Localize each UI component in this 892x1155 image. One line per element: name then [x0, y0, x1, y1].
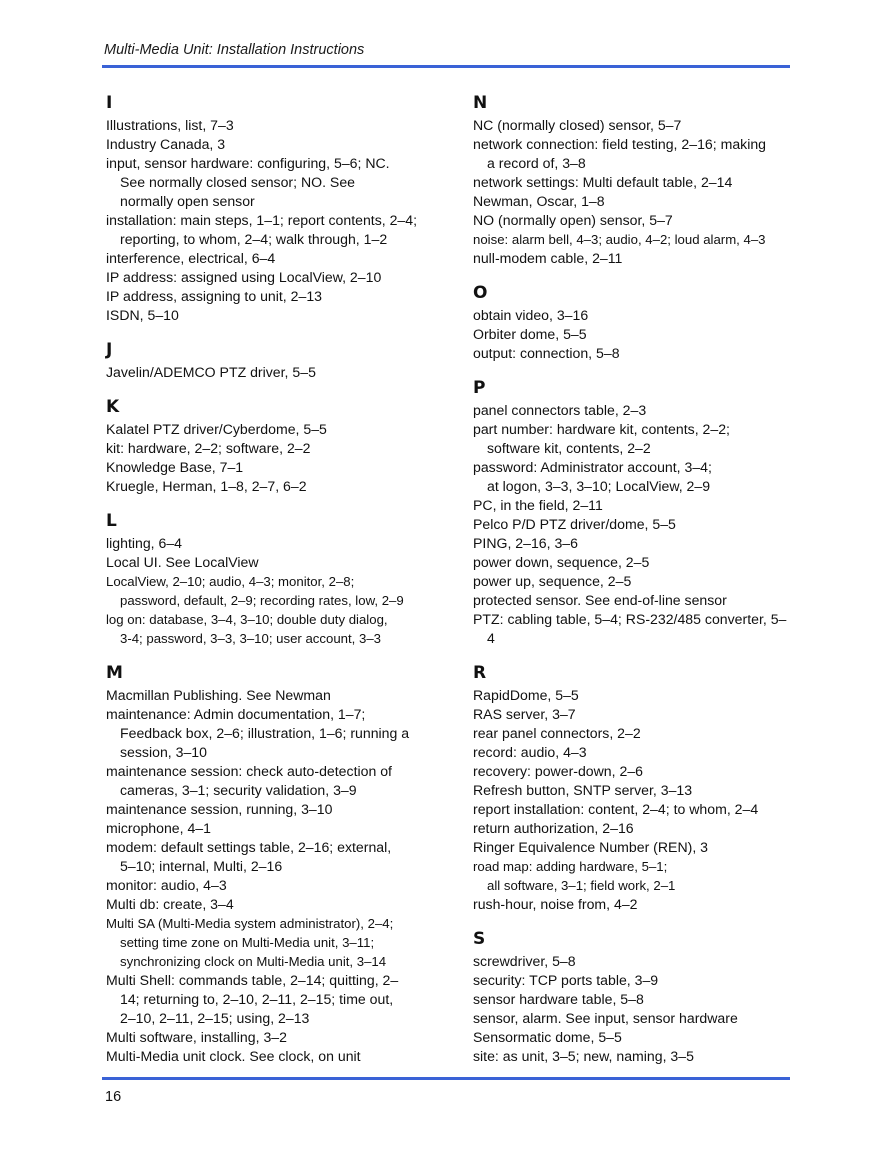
index-entry: Kalatel PTZ driver/Cyberdome, 5–5: [106, 421, 327, 437]
index-entry: NC (normally closed) sensor, 5–7: [473, 117, 682, 133]
index-entry: Multi software, installing, 3–2: [106, 1029, 287, 1045]
index-entry: panel connectors table, 2–3: [473, 402, 647, 418]
index-entry: maintenance session: check auto-detection of cameras, 3–1; security validation, 3–9: [106, 763, 392, 798]
index-entry: Local UI. See LocalView: [106, 554, 259, 570]
index-section-j: [106, 339, 436, 382]
index-section-i: [106, 92, 436, 325]
index-entry: interference, electrical, 6–4: [106, 250, 276, 266]
index-column-right: [473, 92, 791, 1080]
index-section-o: [473, 282, 791, 363]
index-section-m: [106, 662, 436, 1066]
index-entry: Knowledge Base, 7–1: [106, 459, 244, 475]
index-entry: modem: default settings table, 2–16; external, 5–10; internal, Multi, 2–16: [106, 839, 392, 874]
running-header-title: Multi-Media Unit: Installation Instructions: [104, 42, 365, 58]
index-entry: null-modem cable, 2–11: [473, 250, 623, 266]
index-entry: Ringer Equivalence Number (REN), 3: [473, 839, 708, 855]
index-section-p: [473, 377, 791, 648]
index-entry: Orbiter dome, 5–5: [473, 326, 587, 342]
index-entry: part number: hardware kit, contents, 2–2; software kit, contents, 2–2: [473, 421, 730, 456]
index-entry: rush-hour, noise from, 4–2: [473, 896, 638, 912]
index-entry: Multi-Media unit clock. See clock, on unit: [106, 1048, 361, 1064]
index-entry: Sensormatic dome, 5–5: [473, 1029, 622, 1045]
index-entry: record: audio, 4–3: [473, 744, 587, 760]
index-entry: network connection: field testing, 2–16; making a record of, 3–8: [473, 136, 767, 171]
index-entry: power up, sequence, 2–5: [473, 573, 632, 589]
index-entry: ISDN, 5–10: [106, 307, 179, 323]
index-letter-heading: I: [106, 93, 113, 113]
index-entry: network settings: Multi default table, 2–14: [473, 174, 733, 190]
index-entry: installation: main steps, 1–1; report contents, 2–4; reporting, to whom, 2–4; walk through, 1–2: [106, 212, 418, 247]
index-entry: lighting, 6–4: [106, 535, 183, 551]
index-entry: Illustrations, list, 7–3: [106, 117, 234, 133]
index-entry: sensor, alarm. See input, sensor hardware: [473, 1010, 738, 1026]
index-entry: kit: hardware, 2–2; software, 2–2: [106, 440, 311, 456]
index-letter-heading: N: [473, 93, 488, 113]
index-entry: monitor: audio, 4–3: [106, 877, 227, 893]
index-entry: security: TCP ports table, 3–9: [473, 972, 659, 988]
index-entry: road map: adding hardware, 5–1; all software, 3–1; field work, 2–1: [473, 859, 676, 893]
index-letter-heading: O: [473, 283, 488, 303]
header-rule: [102, 65, 790, 68]
index-section-k: [106, 396, 436, 496]
index-entry: PTZ: cabling table, 5–4; RS-232/485 converter, 5–4: [473, 611, 787, 646]
index-entry: maintenance session, running, 3–10: [106, 801, 333, 817]
index-letter-heading: S: [473, 929, 486, 949]
index-letter-heading: P: [473, 378, 486, 398]
index-entry: obtain video, 3–16: [473, 307, 589, 323]
index-entry: site: as unit, 3–5; new, naming, 3–5: [473, 1048, 694, 1064]
index-entry: screwdriver, 5–8: [473, 953, 576, 969]
index-entry: IP address: assigned using LocalView, 2–10: [106, 269, 382, 285]
index-entry: noise: alarm bell, 4–3; audio, 4–2; loud alarm, 4–3: [473, 232, 766, 247]
index-entry: IP address, assigning to unit, 2–13: [106, 288, 322, 304]
index-entry: Refresh button, SNTP server, 3–13: [473, 782, 693, 798]
index-entry: RapidDome, 5–5: [473, 687, 579, 703]
index-entry: recovery: power-down, 2–6: [473, 763, 643, 779]
index-letter-heading: K: [106, 397, 120, 417]
index-entry: NO (normally open) sensor, 5–7: [473, 212, 673, 228]
index-entry: sensor hardware table, 5–8: [473, 991, 644, 1007]
index-entry: microphone, 4–1: [106, 820, 211, 836]
index-entry: power down, sequence, 2–5: [473, 554, 650, 570]
index-section-r: [473, 662, 791, 914]
index-letter-heading: J: [106, 340, 113, 360]
index-letter-heading: L: [106, 511, 117, 531]
index-entry: return authorization, 2–16: [473, 820, 634, 836]
index-section-s: [473, 928, 791, 1066]
index-entry: rear panel connectors, 2–2: [473, 725, 641, 741]
index-entry: Multi SA (Multi-Media system administrator), 2–4; setting time zone on Multi-Media unit, 3–11; synchronizing clock on Multi-Media unit, 3–14: [106, 916, 394, 969]
index-section-n: [473, 92, 791, 268]
index-entry: Kruegle, Herman, 1–8, 2–7, 6–2: [106, 478, 307, 494]
index-entry: password: Administrator account, 3–4; at logon, 3–3, 3–10; LocalView, 2–9: [473, 459, 712, 494]
index-entry: report installation: content, 2–4; to whom, 2–4: [473, 801, 759, 817]
index-column-left: [106, 92, 436, 1080]
index-entry: log on: database, 3–4, 3–10; double duty dialog, 3-4; password, 3–3, 3–10; user account, 3–3: [106, 612, 388, 646]
index-entry: PING, 2–16, 3–6: [473, 535, 578, 551]
index-entry: Newman, Oscar, 1–8: [473, 193, 605, 209]
index-entry: Javelin/ADEMCO PTZ driver, 5–5: [106, 364, 316, 380]
index-entry: LocalView, 2–10; audio, 4–3; monitor, 2–8; password, default, 2–9; recording rates, low, 2–9: [106, 574, 404, 608]
footer-rule: [102, 1077, 790, 1080]
index-letter-heading: R: [473, 663, 487, 683]
index-entry: output: connection, 5–8: [473, 345, 620, 361]
index-entry: RAS server, 3–7: [473, 706, 576, 722]
page-number: 16: [105, 1089, 122, 1105]
index-entry: Multi db: create, 3–4: [106, 896, 234, 912]
index-entry: Multi Shell: commands table, 2–14; quitting, 2– 14; returning to, 2–10, 2–11, 2–15; time out, 2–10, 2–11, 2–15; using, 2–13: [106, 972, 399, 1026]
index-entry: PC, in the field, 2–11: [473, 497, 603, 513]
index-entry: Pelco P/D PTZ driver/dome, 5–5: [473, 516, 676, 532]
index-entry: Industry Canada, 3: [106, 136, 226, 152]
index-entry: maintenance: Admin documentation, 1–7; Feedback box, 2–6; illustration, 1–6; running a session, 3–10: [106, 706, 410, 760]
index-entry: protected sensor. See end-of-line sensor: [473, 592, 727, 608]
index-entry: input, sensor hardware: configuring, 5–6; NC. See normally closed sensor; NO. See normally open sensor: [106, 155, 390, 209]
index-entry: Macmillan Publishing. See Newman: [106, 687, 331, 703]
index-letter-heading: M: [106, 663, 123, 683]
index-section-l: [106, 510, 436, 648]
